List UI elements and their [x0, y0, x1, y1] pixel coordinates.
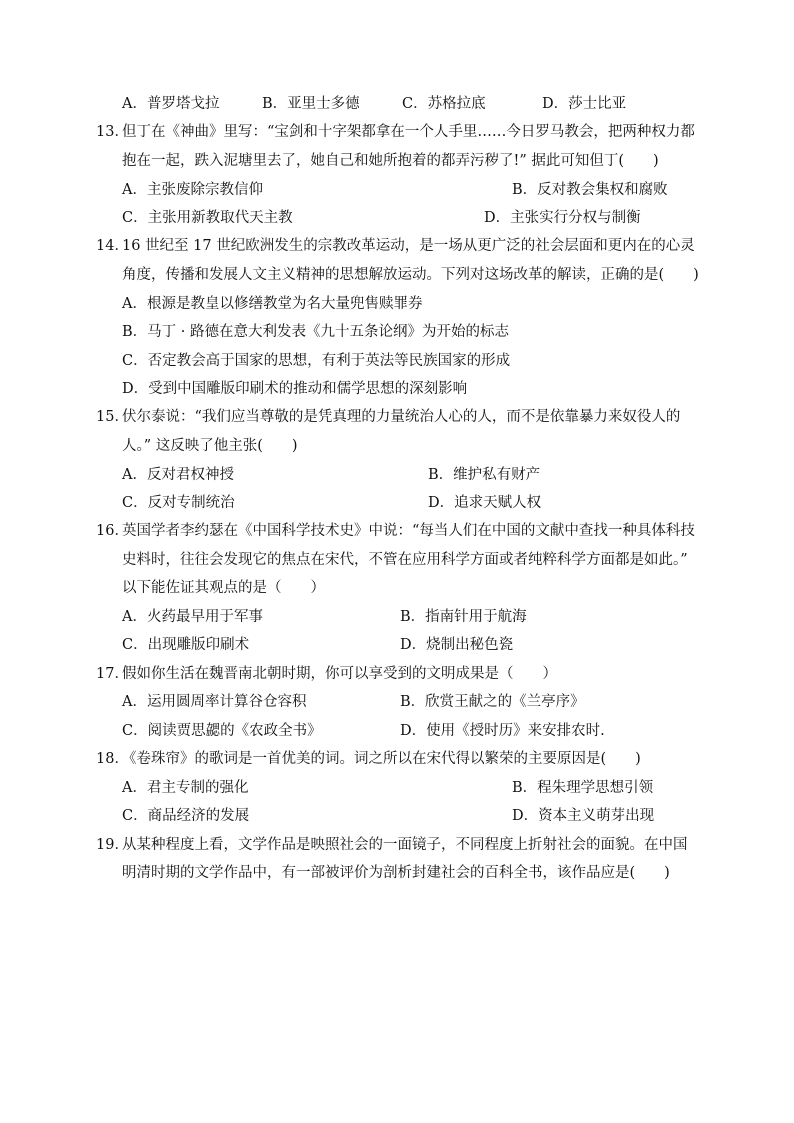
q15-number: 15． — [96, 409, 129, 425]
q15-option-c: C．反对专制统治 — [122, 495, 235, 511]
q18-number: 18． — [96, 751, 129, 767]
q15-stem-line2: 人。” 这反映了他主张( ) — [122, 438, 298, 454]
q13-stem-line1: 但丁在《神曲》里写：“宝剑和十字架都拿在一个人手里……今日罗马教会，把两种权力都 — [122, 124, 695, 140]
q14-stem-line1: 16 世纪至 17 世纪欧洲发生的宗教改革运动，是一场从更广泛的社会层面和更内在的心灵 — [122, 238, 695, 254]
q14-option-a: A．根源是教皇以修缮教堂为名大量兜售赎罪券 — [122, 296, 423, 312]
q13-option-c: C．主张用新教取代天主教 — [122, 210, 293, 226]
q15-option-a: A．反对君权神授 — [122, 467, 234, 483]
q17-option-c: C．阅读贾思勰的《农政全书》 — [122, 723, 322, 739]
q15-stem-line1: 伏尔泰说：“我们应当尊敬的是凭真理的力量统治人心的人，而不是依靠暴力来奴役人的 — [122, 409, 681, 425]
q17-option-a: A．运用圆周率计算谷仓容积 — [122, 694, 307, 710]
q13-option-a: A．主张废除宗教信仰 — [122, 182, 263, 198]
q12-option-c: C．苏格拉底 — [402, 96, 486, 112]
q14-number: 14． — [96, 238, 129, 254]
q14-option-b: B．马丁 · 路德在意大利发表《九十五条论纲》为开始的标志 — [122, 324, 509, 340]
q19-stem-line1: 从某种程度上看，文学作品是映照社会的一面镜子，不同程度上折射社会的面貌。在中国 — [122, 837, 688, 853]
q12-option-a: A．普罗塔戈拉 — [122, 96, 220, 112]
q16-option-d: D．烧制出秘色瓷 — [400, 637, 514, 653]
q18-option-c: C．商品经济的发展 — [122, 808, 250, 824]
q16-option-c: C．出现雕版印刷术 — [122, 637, 250, 653]
q18-option-d: D．资本主义萌芽出现 — [512, 808, 655, 824]
q15-option-d: D．追求天赋人权 — [428, 495, 542, 511]
q13-stem-line2: 抱在一起，跌入泥塘里去了，她自己和她所抱着的都弄污秽了!” 据此可知但丁( ) — [122, 153, 659, 169]
q17-option-d: D．使用《授时历》来安排农时. — [400, 723, 605, 739]
q18-option-a: A．君主专制的强化 — [122, 780, 249, 796]
q17-option-b: B．欣赏王献之的《兰亭序》 — [400, 694, 585, 710]
q19-stem-line2: 明清时期的文学作品中，有一部被评价为剖析封建社会的百科全书，该作品应是( ) — [122, 865, 670, 881]
q16-option-b: B．指南针用于航海 — [400, 609, 527, 625]
q19-number: 19． — [96, 837, 129, 853]
q13-option-b: B．反对教会集权和腐败 — [512, 182, 668, 198]
q18-stem-line1: 《卷珠帘》的歌词是一首优美的词。词之所以在宋代得以繁荣的主要原因是( ) — [122, 751, 641, 767]
q14-stem-line2: 角度，传播和发展人文主义精神的思想解放运动。下列对这场改革的解读，正确的是( ) — [122, 267, 699, 283]
q12-option-d: D．莎士比亚 — [542, 96, 627, 112]
q13-option-d: D．主张实行分权与制衡 — [484, 210, 641, 226]
q14-option-c: C．否定教会高于国家的思想，有利于英法等民族国家的形成 — [122, 353, 511, 369]
q16-stem-line2: 史料时，往往会发现它的焦点在宋代，不管在应用科学方面或者纯粹科学方面都是如此。” — [122, 552, 688, 568]
q13-number: 13． — [96, 124, 129, 140]
q15-option-b: B．维护私有财产 — [428, 467, 541, 483]
q16-number: 16． — [96, 523, 129, 539]
q18-option-b: B．程朱理学思想引领 — [512, 780, 654, 796]
q14-option-d: D．受到中国雕版印刷术的推动和儒学思想的深刻影响 — [122, 381, 468, 397]
q17-number: 17． — [96, 666, 129, 682]
q16-stem-line1: 英国学者李约瑟在《中国科学技术史》中说：“每当人们在中国的文献中查找一种具体科技 — [122, 523, 695, 539]
q17-stem-line1: 假如你生活在魏晋南北朝时期，你可以享受到的文明成果是（ ） — [122, 666, 557, 682]
q16-stem-line3: 以下能佐证其观点的是（ ） — [122, 580, 325, 596]
q12-option-b: B．亚里士多德 — [262, 96, 360, 112]
q16-option-a: A．火药最早用于军事 — [122, 609, 263, 625]
